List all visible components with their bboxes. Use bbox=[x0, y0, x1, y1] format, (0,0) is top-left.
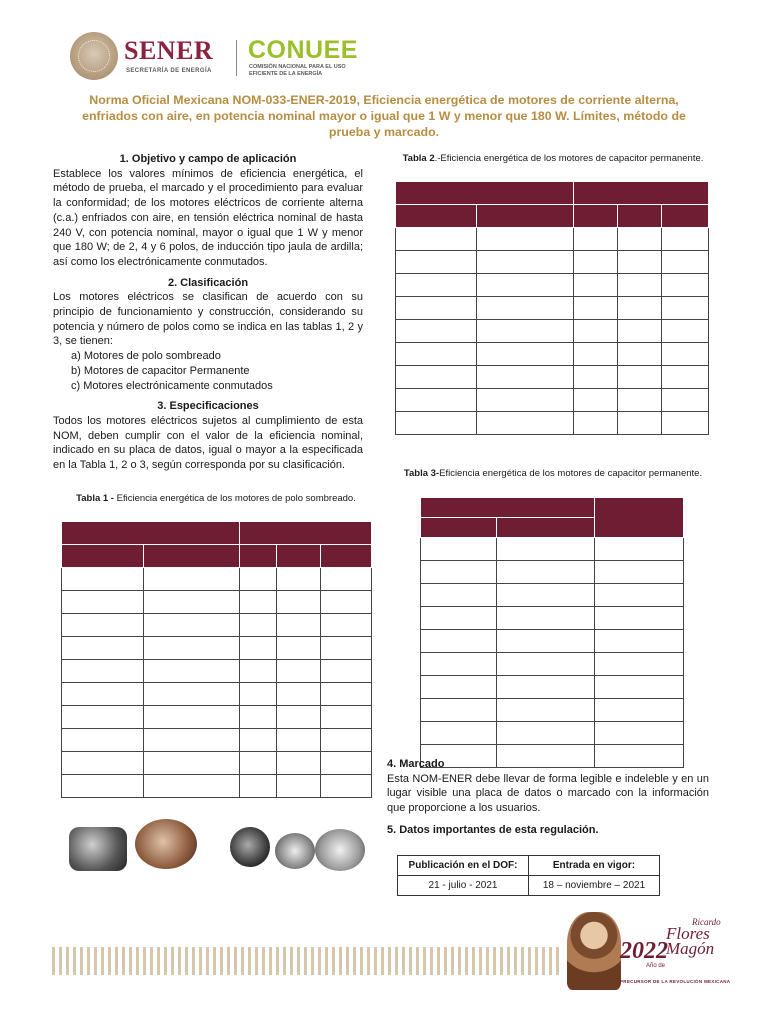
table-2-caption-text: .-Eficiencia energética de los motores de capacitor permanente. bbox=[434, 153, 704, 164]
list-item: b) Motores de capacitor Permanente bbox=[71, 364, 250, 377]
table-3-caption bbox=[393, 468, 713, 480]
footer-anio: Año de bbox=[646, 963, 666, 969]
table-2-label: Tabla 2 bbox=[402, 153, 435, 164]
list-item: c) Motores electrónicamente conmutados bbox=[71, 379, 273, 392]
table-1 bbox=[61, 521, 372, 798]
table-3-caption-text: Eficiencia energética de los motores de capacitor permanente. bbox=[439, 468, 703, 479]
footer-subtitle: PRECURSOR DE LA REVOLUCIÓN MEXICANA bbox=[620, 979, 731, 984]
regulation-dates-table bbox=[397, 855, 660, 896]
table-1-caption-text: Eficiencia energética de los motores de polo sombreado. bbox=[113, 493, 356, 504]
section-2-title: 2. Clasificación bbox=[167, 276, 249, 289]
section-3-title: 3. Especificaciones bbox=[157, 400, 259, 413]
copper-motor-image bbox=[135, 819, 197, 869]
document-title: Norma Oficial Mexicana NOM-033-ENER-2019, Eficiencia energética de motores de corriente alterna, enfriados con aire, en potencia nominal mayor o igual que 1 W y menor que 180 W. Límites, método de prueba y marcado. bbox=[82, 93, 686, 139]
conuee-logo-text: CONUEE bbox=[248, 36, 358, 64]
sener-logo-text: SENER bbox=[124, 36, 214, 65]
decorative-footer-band bbox=[52, 947, 562, 975]
table-2 bbox=[395, 181, 709, 435]
footer-surname bbox=[666, 926, 714, 956]
section-4-title: 4. Marcado bbox=[387, 758, 445, 770]
left-column bbox=[53, 152, 363, 473]
table-1-label: Tabla 1 - bbox=[76, 493, 114, 504]
list-item: a) Motores de polo sombreado bbox=[71, 350, 221, 363]
footer-surname-2: Magón bbox=[666, 939, 715, 958]
section-1-body: Establece los valores mínimos de eficiencia energética, el método de prueba, el marcado y el procedimiento para evaluar la conformidad; de los motores eléctricos de corriente alterna (c.a.) enfriados con aire, en tensión eléctrica nominal de hasta 240 V, con potencia nominal, mayor o igual que 1 W y menor que 180 W; de 2, 4 y 6 polos, de inducción tipo jaula de ardilla; así como los electrónicamente conmutados. bbox=[53, 167, 363, 268]
table-2-caption bbox=[393, 153, 713, 165]
motor-photos bbox=[65, 815, 385, 875]
section-5-title: 5. Datos importantes de esta regulación. bbox=[387, 824, 599, 837]
section-3-body: Todos los motores eléctricos sujetos al cumplimiento de esta NOM, deben cumplir con el valor de la eficiencia nominal, indicado en su placa de datos, igual o mayor a la especificada en la Tabla 1, 2 o 3, según corresponda por su clasificación. bbox=[53, 414, 363, 472]
footer-surname-1: Flores bbox=[666, 924, 710, 943]
header bbox=[70, 32, 710, 88]
header-divider bbox=[236, 40, 237, 76]
section-2-body: Los motores eléctricos se clasifican de acuerdo con su principio de funcionamiento y construcción, considerando su potencia y número de polos como se indica en las tablas 1, 2 y 3, se tienen: bbox=[53, 291, 363, 348]
small-motor-image bbox=[275, 833, 315, 869]
section-4-body: Esta NOM-ENER debe llevar de forma legible e indeleble y en un lugar visible una placa de datos o marcado con la información que proporcione a los usuarios. bbox=[387, 772, 709, 814]
bracket-motor-image bbox=[315, 829, 365, 871]
sener-subtitle: SECRETARÍA DE ENERGÍA bbox=[126, 68, 212, 74]
coat-of-arms-seal bbox=[70, 32, 118, 80]
fan-motor-image bbox=[230, 827, 270, 867]
footer-year: 2022 bbox=[620, 938, 668, 964]
publication-header: Publicación en el DOF: bbox=[398, 856, 529, 876]
effective-header: Entrada en vigor: bbox=[529, 856, 660, 876]
portrait-illustration bbox=[567, 912, 621, 990]
conuee-subtitle: COMISIÓN NACIONAL PARA EL USO EFICIENTE DE LA ENERGÍA bbox=[249, 64, 346, 77]
shaded-pole-motor-image bbox=[69, 827, 127, 871]
table-3 bbox=[420, 497, 684, 768]
footer-first-name: Ricardo bbox=[692, 917, 721, 927]
table-1-caption bbox=[60, 493, 372, 505]
effective-date: 18 – noviembre – 2021 bbox=[529, 876, 660, 896]
section-1-title: 1. Objetivo y campo de aplicación bbox=[119, 153, 297, 165]
publication-date: 21 - julio - 2021 bbox=[398, 876, 529, 896]
table-3-label: Tabla 3- bbox=[403, 468, 440, 479]
right-column bbox=[387, 757, 709, 838]
